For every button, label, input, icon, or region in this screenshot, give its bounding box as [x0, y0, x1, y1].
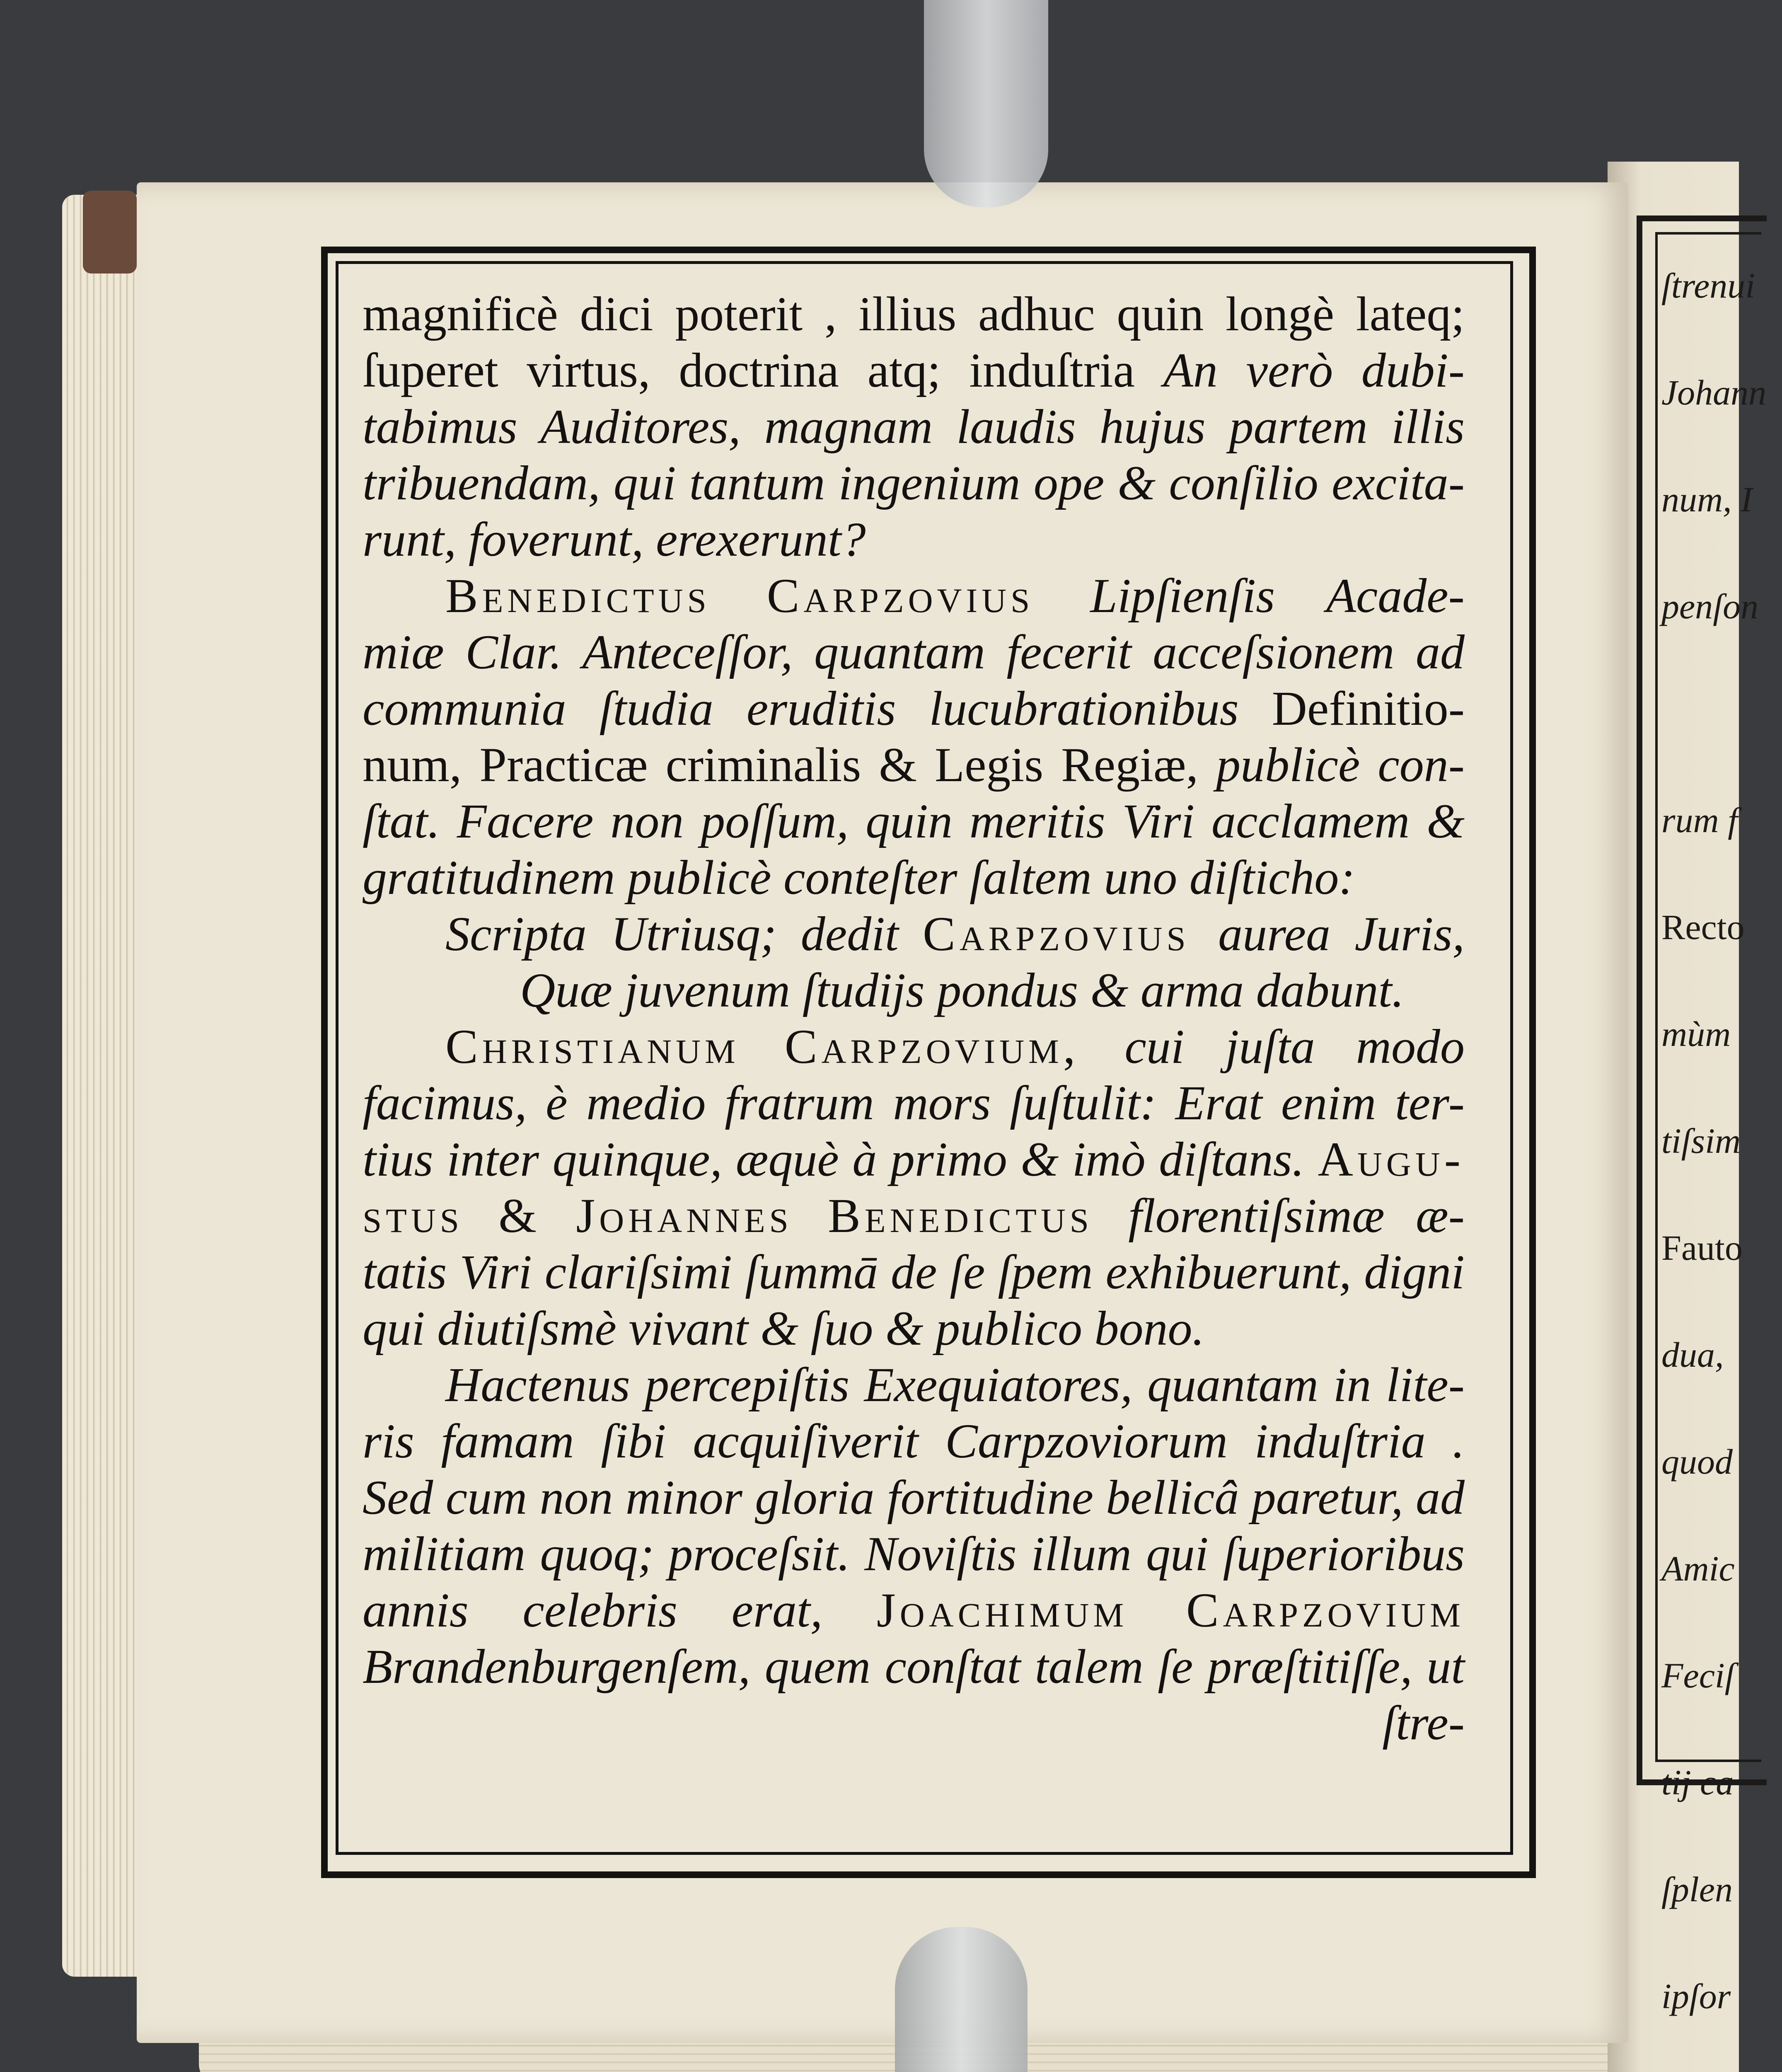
text-line: [363, 1582, 1465, 1639]
text-segment: florentiſsimæ æ-: [1128, 1188, 1465, 1243]
text-segment: Lipſienſis Acade-: [1090, 569, 1465, 623]
text-line: [363, 1019, 1465, 1075]
text-line: [363, 1639, 1465, 1695]
facing-page-line: ipſor: [1661, 1976, 1731, 2016]
text-segment: Sed cum non minor gloria fortitudine bellicâ paretur, ad: [363, 1470, 1465, 1525]
facing-page-line: ſplen: [1661, 1869, 1733, 1909]
text-line: [363, 737, 1465, 793]
text-line: [363, 1469, 1465, 1526]
text-segment: ſtre-: [1382, 1696, 1465, 1750]
text-segment: num, Practicæ criminalis & Legis Regiæ,: [363, 738, 1216, 792]
text-segment: gratitudinem publicè conteſter ſaltem uno diſticho:: [363, 850, 1355, 905]
text-line: [363, 455, 1465, 511]
text-line: [363, 1075, 1465, 1131]
text-line: [363, 624, 1465, 680]
text-line: [363, 568, 1465, 624]
text-line: [363, 1357, 1465, 1413]
text-line: [363, 1526, 1465, 1582]
text-segment: Augu-: [1318, 1132, 1465, 1186]
text-segment: tatis Viri clariſsimi ſummā de ſe ſpem exhibuerunt, digni: [363, 1245, 1465, 1299]
facing-page-line: Johann: [1661, 373, 1767, 412]
text-segment: ſuperet virtus, doctrina atq; induſtria: [363, 343, 1163, 397]
text-line: [363, 1244, 1465, 1300]
facing-page-line: dua,: [1661, 1335, 1724, 1375]
text-line: [363, 850, 1465, 906]
text-line: [363, 1695, 1465, 1751]
text-segment: ris famam ſibi acquiſiverit Carpzoviorum induſtria .: [363, 1414, 1465, 1468]
text-segment: miæ Clar. Anteceſſor, quantam fecerit acceſsionem ad: [363, 625, 1465, 679]
text-segment: militiam quoq; proceſsit. Noviſtis illum qui ſuperioribus: [363, 1527, 1465, 1581]
text-segment: Christianum Carpzovium,: [445, 1019, 1125, 1074]
facing-page-line: mùm: [1661, 1014, 1731, 1054]
text-segment: annis celebris erat,: [363, 1583, 877, 1637]
text-segment: communia ſtudia eruditis lucubrationibus: [363, 681, 1272, 736]
facing-page-line: [1661, 660, 1740, 767]
facing-page-line: Fauto: [1661, 1228, 1743, 1268]
text-segment: qui diutiſsmè vivant & ſuo & publico bono.: [363, 1301, 1205, 1356]
text-segment: stus & Johannes Benedictus: [363, 1188, 1129, 1243]
facing-page-line: Feciſ: [1661, 1656, 1735, 1695]
text-segment: Brandenburgenſem, quem conſtat talem ſe præſtitiſſe, ut: [363, 1639, 1465, 1694]
page-clip-top: [924, 0, 1048, 207]
facing-page-line: quod: [1661, 1442, 1733, 1481]
text-line: [363, 793, 1465, 850]
facing-page-line: Amic: [1661, 1549, 1735, 1588]
text-segment: Scripta Utriusq; dedit: [445, 907, 923, 961]
text-segment: runt, foverunt, erexerunt?: [363, 512, 866, 566]
text-segment: aurea Juris,: [1218, 907, 1465, 961]
text-segment: Carpzovius: [923, 907, 1219, 961]
text-segment: tius inter quinque, æquè à primo & imò diſtans.: [363, 1132, 1318, 1186]
text-segment: facimus, è medio fratrum mors ſuſtulit: Erat enim ter-: [363, 1076, 1465, 1130]
facing-page-line: rum f: [1661, 800, 1738, 840]
text-line: [363, 906, 1465, 962]
text-line: [363, 1300, 1465, 1357]
text-segment: Hactenus percepiſtis Exequiatores, quantam in lite-: [445, 1358, 1465, 1412]
text-line: [363, 1188, 1465, 1244]
text-segment: publicè con-: [1216, 738, 1465, 792]
text-segment: cui juſta modo: [1124, 1019, 1465, 1074]
facing-page-line: tiſsim: [1661, 1121, 1741, 1161]
text-segment: An verò dubi-: [1163, 343, 1465, 397]
facing-page-line: num, I: [1661, 479, 1753, 519]
text-segment: Quæ juvenum ſtudijs pondus & arma dabunt.: [520, 963, 1404, 1017]
text-line: [363, 511, 1465, 568]
facing-page-line: penſon: [1661, 586, 1759, 626]
facing-page-line: ſtrenui: [1661, 266, 1755, 305]
facing-page-line: Recto: [1661, 907, 1745, 947]
text-segment: magnificè dici poterit , illius adhuc quin longè lateq;: [363, 287, 1465, 341]
book-spine: [83, 191, 137, 274]
text-segment: Joachimum Carpzovium: [876, 1583, 1465, 1637]
text-line: [363, 399, 1465, 455]
text-line: [363, 286, 1465, 342]
page-text-block: [363, 286, 1465, 1751]
text-line: [363, 342, 1465, 399]
facing-page-line: tij ca: [1661, 1762, 1734, 1802]
facing-page-text: [1661, 232, 1767, 2072]
page-clip-bottom: [895, 1927, 1028, 2072]
text-segment: tabimus Auditores, magnam laudis hujus partem illis: [363, 399, 1465, 454]
text-line: [363, 1131, 1465, 1188]
text-segment: Definitio-: [1272, 681, 1465, 736]
text-segment: Benedictus Carpzovius: [445, 569, 1090, 623]
text-line: [363, 1413, 1465, 1469]
text-segment: tribuendam, qui tantum ingenium ope & conſilio excita-: [363, 456, 1465, 510]
text-segment: ſtat. Facere non poſſum, quin meritis Viri acclamem &: [363, 794, 1465, 848]
text-line: [363, 962, 1465, 1019]
text-line: [363, 680, 1465, 737]
facing-page-line: [1661, 2050, 1740, 2072]
